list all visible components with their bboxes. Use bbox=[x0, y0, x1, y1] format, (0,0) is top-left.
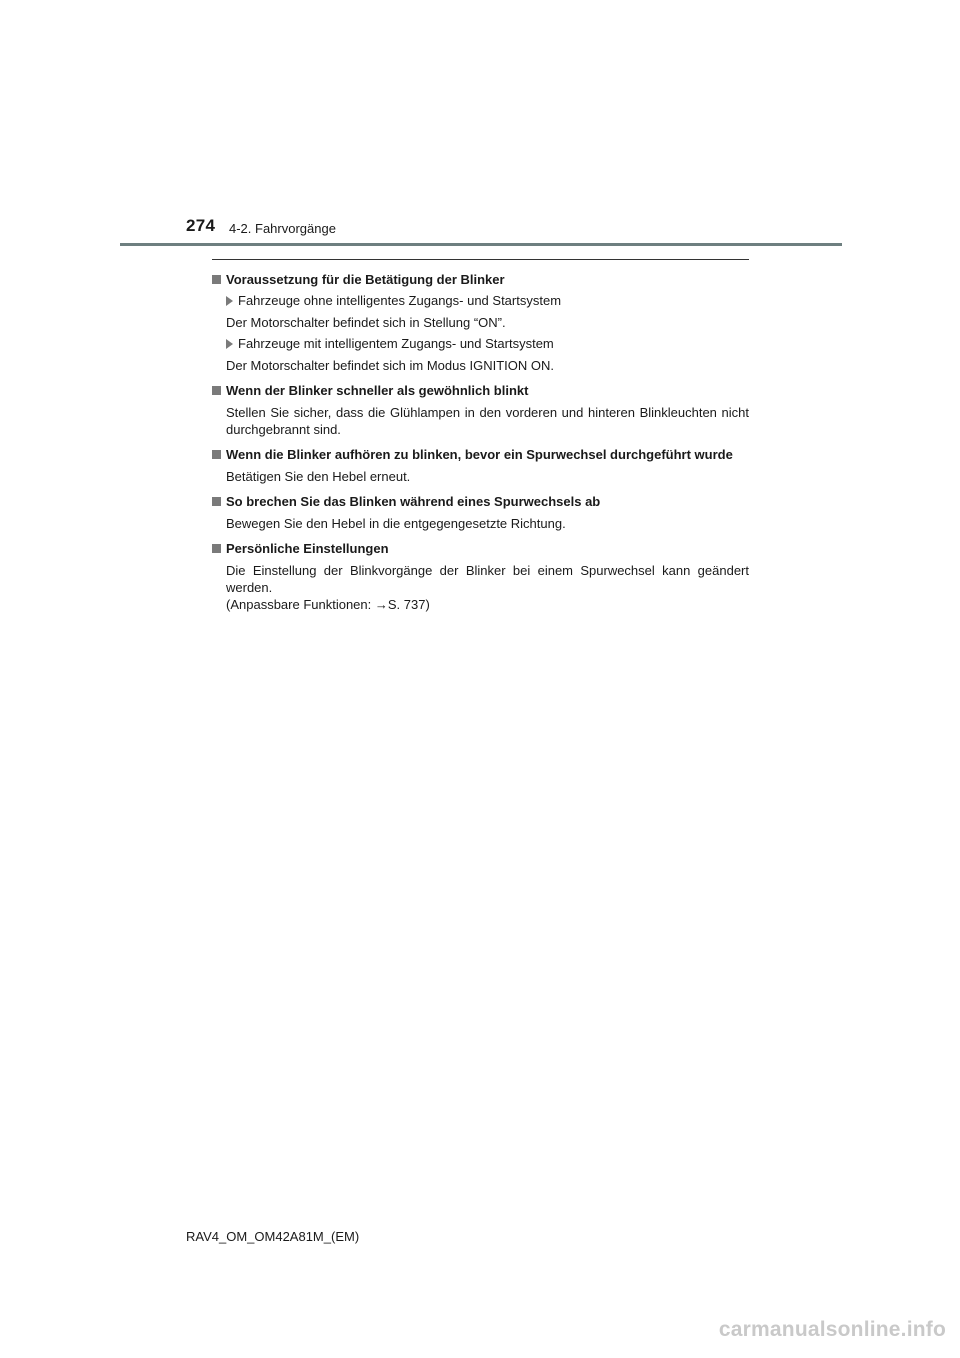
square-bullet-icon bbox=[212, 544, 221, 553]
section-heading: Wenn die Blinker aufhören zu blinken, bevor ein Spurwechsel durchgeführt wurde bbox=[212, 446, 749, 463]
section-heading: Persönliche Einstellungen bbox=[212, 540, 749, 557]
header-divider bbox=[120, 243, 842, 246]
page-reference: (Anpassbare Funktionen: →S. 737) bbox=[226, 597, 430, 612]
sub-item-with-smart-key: Fahrzeuge mit intelligentem Zugangs- und Startsystem bbox=[226, 335, 749, 352]
body-text: Stellen Sie sicher, dass die Glühlampen in den vorderen und hinteren Blinkleuchten nicht durchgebrannt sind. bbox=[226, 405, 749, 437]
square-bullet-icon bbox=[212, 275, 221, 284]
body-text: Der Motorschalter befindet sich in Stellung “ON”. bbox=[226, 315, 506, 330]
page-number: 274 bbox=[186, 216, 216, 235]
section-blinking-stops bbox=[212, 446, 749, 485]
watermark: carmanualsonline.info bbox=[718, 1318, 946, 1341]
section-fast-blinking bbox=[212, 382, 749, 438]
body-text: Betätigen Sie den Hebel erneut. bbox=[226, 469, 411, 484]
body-text: Der Motorschalter befindet sich im Modus IGNITION ON. bbox=[226, 358, 554, 373]
square-bullet-icon bbox=[212, 386, 221, 395]
section-heading: Wenn der Blinker schneller als gewöhnlich blinkt bbox=[212, 382, 749, 399]
section-title: 4-2. Fahrvorgänge bbox=[229, 221, 336, 236]
body-text: Die Einstellung der Blinkvorgänge der Blinker bei einem Spurwechsel kann geändert werden. (Anpassbare Funktionen: →S. 737) bbox=[226, 563, 749, 612]
section-personal-settings bbox=[212, 540, 749, 613]
document-code: RAV4_OM_OM42A81M_(EM) bbox=[186, 1229, 360, 1244]
page-content bbox=[212, 259, 749, 621]
body-text: Bewegen Sie den Hebel in die entgegengesetzte Richtung. bbox=[226, 516, 566, 531]
section-heading: So brechen Sie das Blinken während eines Spurwechsels ab bbox=[212, 493, 749, 510]
sub-item-without-smart-key: Fahrzeuge ohne intelligentes Zugangs- und Startsystem bbox=[226, 292, 749, 309]
section-cancel-blinking bbox=[212, 493, 749, 532]
page-header bbox=[0, 0, 960, 250]
section-heading: Voraussetzung für die Betätigung der Blinker bbox=[212, 271, 749, 288]
section-blinker-requirements bbox=[212, 271, 749, 374]
triangle-bullet-icon bbox=[226, 339, 233, 349]
square-bullet-icon bbox=[212, 450, 221, 459]
triangle-bullet-icon bbox=[226, 296, 233, 306]
square-bullet-icon bbox=[212, 497, 221, 506]
